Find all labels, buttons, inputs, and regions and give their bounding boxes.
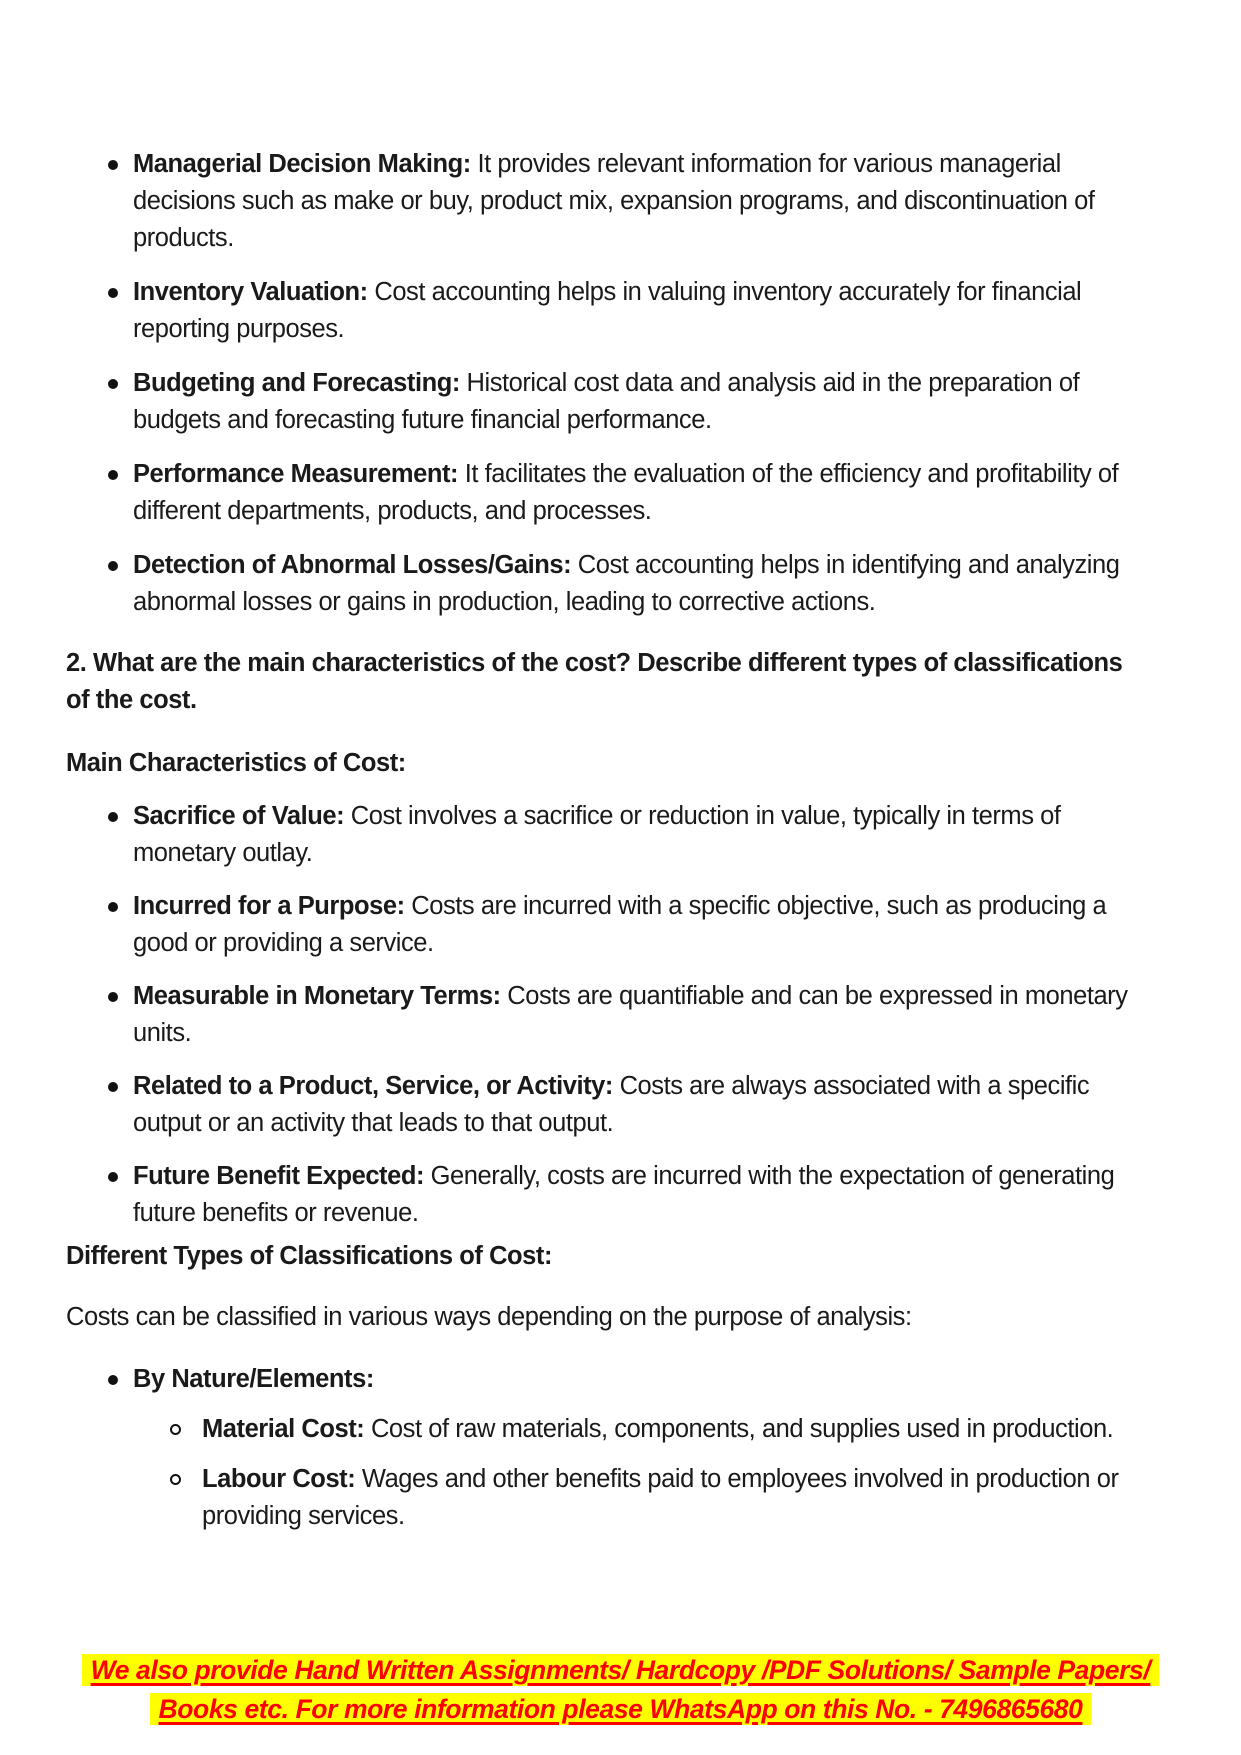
bullet-text: [133, 1158, 1135, 1232]
bullet-text: [202, 1461, 1135, 1535]
characteristics-heading: Main Characteristics of Cost:: [66, 749, 406, 777]
bullet-body: Historical cost data and analysis aid in the preparation of budgets and forecasting future financial performance.: [133, 369, 1080, 434]
bullet-lead: Related to a Product, Service, or Activity:: [133, 1072, 613, 1100]
bullet-lead: Measurable in Monetary Terms:: [133, 982, 501, 1010]
bullet-dot-icon: [66, 146, 133, 257]
question-heading-line2: of the cost.: [66, 686, 197, 714]
bullet-dot-icon: [66, 456, 133, 530]
bullet-body: Costs are quantifiable and can be expressed in monetary units.: [133, 982, 1128, 1047]
bullet-body: Cost of raw materials, components, and supplies used in production.: [364, 1415, 1114, 1443]
list-item: [66, 798, 1135, 872]
bullet-lead: Labour Cost:: [202, 1465, 356, 1493]
bullet-dot-icon: [66, 1361, 133, 1398]
bullet-circle-icon: [66, 1461, 202, 1535]
bullet-text: [133, 547, 1135, 621]
document-content: [66, 146, 1135, 1535]
bullet-lead: Managerial Decision Making:: [133, 150, 471, 178]
bullet-dot-icon: [66, 888, 133, 962]
highlighted-text: Books etc. For more information please WhatsApp on this No. - 7496865680: [150, 1693, 1092, 1725]
promo-footer-line1: [0, 1652, 1241, 1689]
bullet-body: It provides relevant information for various managerial decisions such as make or buy, product mix, expansion programs, and discontinuation of products.: [133, 150, 1095, 252]
bullet-lead: By Nature/Elements:: [133, 1365, 374, 1393]
bullet-text: [133, 146, 1135, 257]
bullet-text: [133, 798, 1135, 872]
highlighted-text: We also provide Hand Written Assignments/ Hardcopy /PDF Solutions/ Sample Papers/: [82, 1654, 1160, 1686]
promo-footer-line2: [0, 1691, 1241, 1728]
bullet-body: Cost accounting helps in identifying and analyzing abnormal losses or gains in production, leading to corrective actions.: [133, 551, 1120, 616]
classifications-intro: Costs can be classified in various ways depending on the purpose of analysis:: [66, 1303, 912, 1331]
bullet-dot-icon: [66, 274, 133, 348]
bullet-dot-icon: [66, 1068, 133, 1142]
bullet-text: [133, 456, 1135, 530]
list-item: [66, 274, 1135, 348]
bullet-text: [133, 1361, 1135, 1398]
sub-list-item: [66, 1411, 1135, 1448]
list-item: [66, 547, 1135, 621]
list-item: [66, 978, 1135, 1052]
bullet-body: It facilitates the evaluation of the efficiency and profitability of different departments, products, and processes.: [133, 460, 1119, 525]
bullet-dot-icon: [66, 978, 133, 1052]
bullet-body: Costs are always associated with a specific output or an activity that leads to that output.: [133, 1072, 1090, 1137]
bullet-body: Cost involves a sacrifice or reduction in value, typically in terms of monetary outlay.: [133, 802, 1061, 867]
question-heading: [66, 645, 1135, 719]
classifications-heading: Different Types of Classifications of Cost:: [66, 1242, 552, 1270]
bullet-lead: Future Benefit Expected:: [133, 1162, 424, 1190]
bullet-dot-icon: [66, 798, 133, 872]
list-item: [66, 888, 1135, 962]
bullet-dot-icon: [66, 1158, 133, 1232]
bullet-text: [133, 365, 1135, 439]
bullet-lead: Sacrifice of Value:: [133, 802, 345, 830]
bullet-dot-icon: [66, 365, 133, 439]
bullet-body: Generally, costs are incurred with the expectation of generating future benefits or revenue.: [133, 1162, 1115, 1227]
sub-list-item: [66, 1461, 1135, 1535]
list-item: [66, 1158, 1135, 1232]
bullet-body: Costs are incurred with a specific objective, such as producing a good or providing a service.: [133, 892, 1107, 957]
bullet-body: Cost accounting helps in valuing inventory accurately for financial reporting purposes.: [133, 278, 1082, 343]
list-item: [66, 456, 1135, 530]
list-item: [66, 365, 1135, 439]
bullet-lead: Inventory Valuation:: [133, 278, 368, 306]
list-item: [66, 146, 1135, 257]
list-item: [66, 1068, 1135, 1142]
bullet-lead: Performance Measurement:: [133, 460, 459, 488]
bullet-circle-icon: [66, 1411, 202, 1448]
promo-footer: [0, 1652, 1241, 1730]
bullet-lead: Budgeting and Forecasting:: [133, 369, 460, 397]
bullet-lead: Incurred for a Purpose:: [133, 892, 405, 920]
bullet-text: [133, 978, 1135, 1052]
bullet-body: Wages and other benefits paid to employees involved in production or providing services.: [202, 1465, 1119, 1530]
bullet-lead: Detection of Abnormal Losses/Gains:: [133, 551, 572, 579]
bullet-text: [133, 274, 1135, 348]
question-heading-line1: 2. What are the main characteristics of the cost? Describe different types of classifications: [66, 649, 1123, 677]
bullet-lead: Material Cost:: [202, 1415, 365, 1443]
list-item: [66, 1361, 1135, 1398]
bullet-text: [133, 888, 1135, 962]
bullet-dot-icon: [66, 547, 133, 621]
bullet-text: [202, 1411, 1135, 1448]
bullet-text: [133, 1068, 1135, 1142]
